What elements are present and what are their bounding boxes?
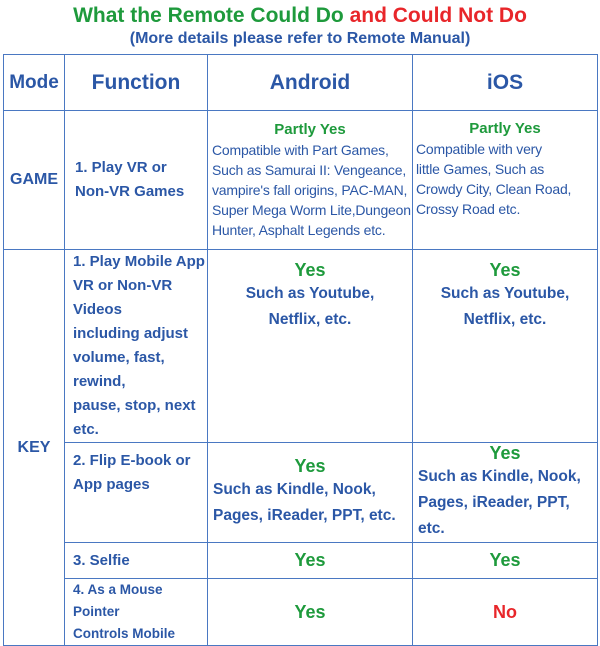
android-videos-status: Yes: [294, 260, 326, 280]
android-videos: [208, 250, 413, 443]
header-row: [4, 55, 598, 111]
android-mouse: [208, 579, 413, 646]
ios-games-status: Partly Yes: [469, 120, 541, 137]
table-row-game: [4, 111, 598, 250]
ios-selfie-status: Yes: [489, 550, 521, 570]
function-mouse-pointer: 4. As a Mouse Pointer Controls Mobile: [65, 579, 208, 646]
android-ebook-detail: Such as Kindle, Nook, Pages, iReader, PPT, etc.: [213, 481, 396, 524]
title-can: What the Remote Could Do: [73, 4, 350, 27]
ios-ebook: [413, 443, 598, 543]
android-ebook: [208, 443, 413, 543]
function-play-games: 1. Play VR or Non-VR Games: [65, 111, 208, 250]
table-row-ebook: [4, 443, 598, 543]
android-games: [208, 111, 413, 250]
page-title: [0, 4, 600, 28]
mode-game: GAME: [4, 111, 65, 250]
ios-videos: [413, 250, 598, 443]
mode-key: KEY: [4, 250, 65, 646]
android-games-detail: Compatible with Part Games, Such as Samurai II: Vengeance, vampire's fall origins, PAC-MAN, Super Mega Worm Lite,Dungeon Hunter, Asphalt Legends etc.: [212, 142, 411, 238]
table-row-mouse: [4, 579, 598, 646]
android-ebook-status: Yes: [294, 456, 326, 476]
ios-selfie: [413, 543, 598, 579]
android-selfie: [208, 543, 413, 579]
android-mouse-status: Yes: [294, 601, 326, 622]
android-selfie-status: Yes: [294, 550, 326, 570]
function-play-videos: 1. Play Mobile App VR or Non-VR Videos including adjust volume, fast, rewind, pause, stop, next etc.: [65, 250, 208, 443]
android-games-status: Partly Yes: [274, 121, 346, 138]
table-row-selfie: [4, 543, 598, 579]
header-ios: iOS: [413, 55, 598, 111]
ios-games: [413, 111, 598, 250]
title-cannot: and Could Not Do: [349, 4, 527, 27]
function-flip-pages: 2. Flip E-book or App pages: [65, 443, 208, 543]
table-row-video: [4, 250, 598, 443]
header-mode: Mode: [4, 55, 65, 111]
ios-videos-detail: Such as Youtube, Netflix, etc.: [440, 285, 570, 328]
android-videos-detail: Such as Youtube, Netflix, etc.: [245, 285, 375, 328]
header-android: Android: [208, 55, 413, 111]
ios-ebook-detail: Such as Kindle, Nook, Pages, iReader, PPT, etc.: [418, 468, 581, 537]
ios-games-detail: Compatible with very little Games, Such as Crowdy City, Clean Road, Crossy Road etc.: [416, 141, 572, 217]
function-selfie: 3. Selfie: [65, 543, 208, 579]
ios-ebook-status: Yes: [489, 443, 521, 463]
ios-videos-status: Yes: [489, 260, 521, 280]
header-function: Function: [65, 55, 208, 111]
compatibility-table: [3, 54, 598, 646]
ios-mouse: [413, 579, 598, 646]
page-subtitle: (More details please refer to Remote Manual): [129, 30, 471, 47]
ios-mouse-status: No: [493, 601, 517, 622]
